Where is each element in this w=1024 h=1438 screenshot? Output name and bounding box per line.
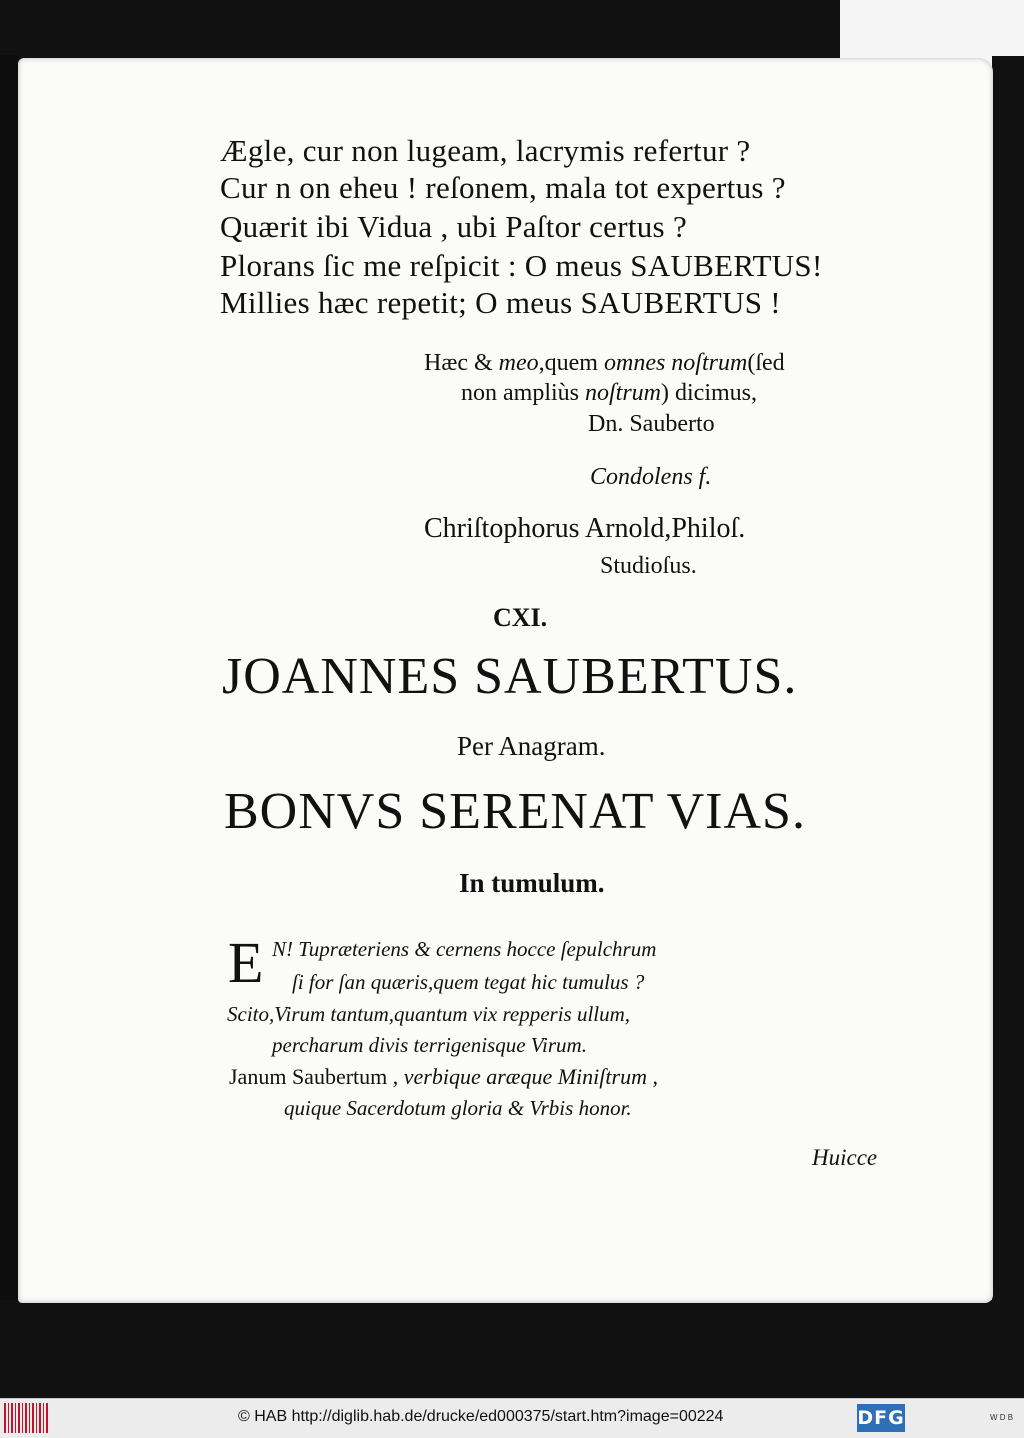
dedication-text: (ſed <box>747 350 785 376</box>
epitaph-line: percharum divis terrigenisque Virum. <box>272 1033 587 1057</box>
verse-line: Quærit ibi Vidua , ubi Paſtor certus ? <box>220 209 688 244</box>
epitaph-line <box>229 1064 658 1090</box>
epitaph-line: ſi for ſan quæris,quem tegat hic tumulus ? <box>292 970 645 994</box>
verse-line: Plorans ſic me reſpicit : O meus SAUBERTUS! <box>220 248 823 283</box>
name-heading: JOANNES SAUBERTUS. <box>222 648 798 705</box>
anagram-heading: BONVS SERENAT VIAS. <box>224 783 806 840</box>
catchword: Huicce <box>812 1145 878 1170</box>
scan-left-edge <box>0 55 20 1400</box>
author-name: Chriſtophorus Arnold,Philoſ. <box>424 513 746 544</box>
dedication-recipient: Dn. Sauberto <box>588 411 715 437</box>
author-role: Studioſus. <box>600 553 697 579</box>
dedication-italic: omnes noſtrum <box>603 350 748 376</box>
dedication-line <box>424 350 785 377</box>
verse-line: Ægle, cur non lugeam, lacrymis refertur ? <box>220 133 751 168</box>
condolens-line: Condolens f. <box>590 464 712 490</box>
epitaph-roman: Janum Saubertum , <box>229 1064 404 1089</box>
wdb-label: W D B <box>990 1413 1014 1422</box>
scan-top-corner <box>840 0 1024 62</box>
in-tumulum-label: In tumulum. <box>459 868 605 898</box>
dfg-logo: DFG <box>857 1404 905 1432</box>
verse-line: Millies hæc repetit; O meus SAUBERTUS ! <box>220 285 781 320</box>
dedication-line <box>461 380 757 407</box>
epitaph-italic: verbique aræque Miniſtrum , <box>403 1064 658 1089</box>
dedication-text: non ampliùs <box>461 380 585 406</box>
dedication-italic: noſtrum <box>585 380 662 406</box>
viewer-footer <box>0 1398 1024 1438</box>
drop-cap: E <box>228 930 264 995</box>
epitaph-line: quique Sacerdotum gloria & Vrbis honor. <box>284 1096 632 1120</box>
verse-line: Cur n on eheu ! reſonem, mala tot expertus ? <box>220 170 786 205</box>
scan-bottom-shadow <box>0 1300 1024 1400</box>
scan-right-edge <box>992 56 1024 1356</box>
dedication-text: Hæc & <box>424 350 499 376</box>
scan-top-shadow <box>0 0 840 60</box>
dedication-text: ) dicimus, <box>661 380 758 406</box>
epitaph-line: N! Tupræteriens & cernens hocce ſepulchrum <box>272 937 657 961</box>
source-credit-link[interactable]: © HAB http://diglib.hab.de/drucke/ed000375/start.htm?image=00224 <box>238 1408 724 1425</box>
dedication-text: ,quem <box>538 350 604 376</box>
dedication-italic: meo <box>498 350 539 376</box>
section-numeral: CXI. <box>493 603 548 632</box>
per-anagram-label: Per Anagram. <box>457 731 606 761</box>
library-logo <box>4 1403 48 1433</box>
epitaph-line: Scito,Virum tantum,quantum vix repperis ullum, <box>227 1002 631 1026</box>
